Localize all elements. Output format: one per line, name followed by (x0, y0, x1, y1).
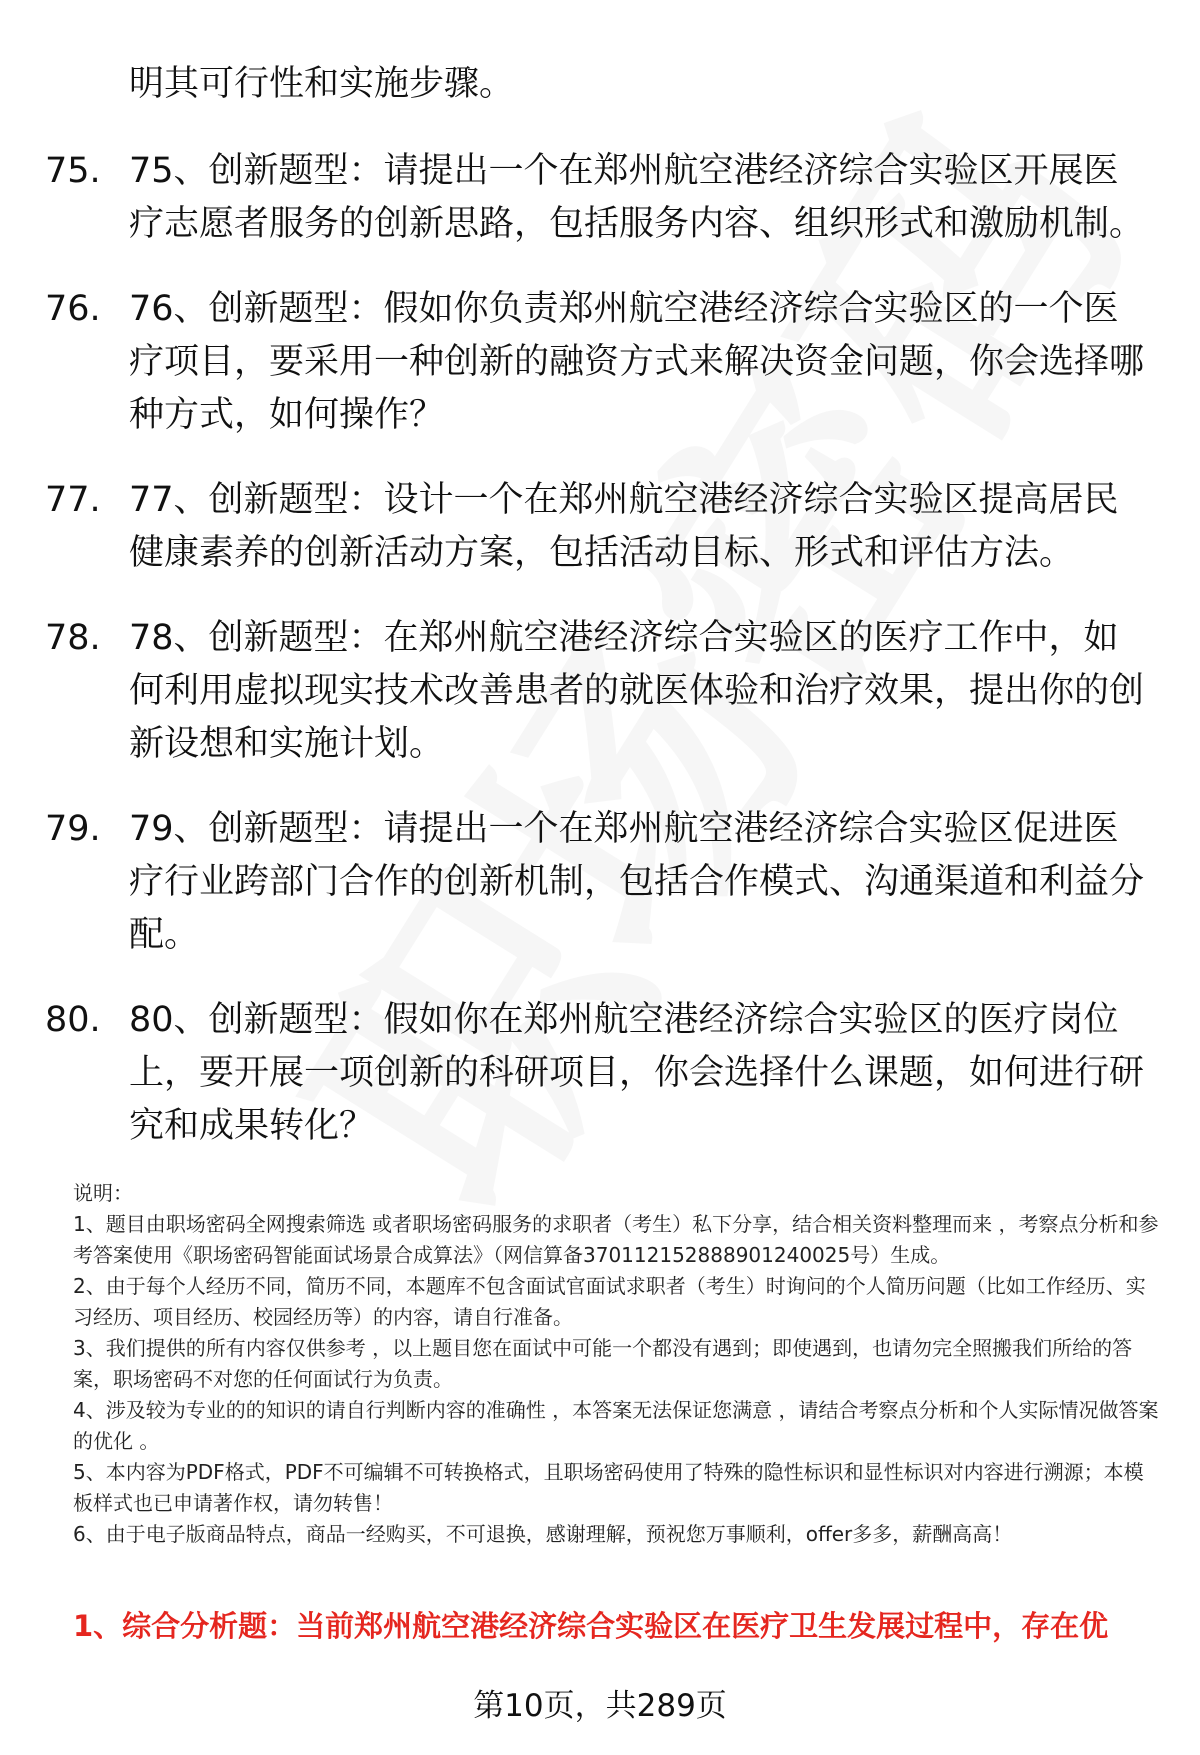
notes-section (73, 1178, 1163, 1550)
question-number: 76. (45, 289, 101, 329)
question-text: 76、创新题型：假如你负责郑州航空港经济综合实验区的一个医疗项目，要采用一种创新的融资方式来解决资金问题，你会选择哪种方式，如何操作？ (129, 289, 1145, 435)
note-item: 2、由于每个人经历不同，简历不同，本题库不包含面试官面试求职者（考生）时询问的个人简历问题（比如工作经历、实习经历、项目经历、校园经历等）的内容，请自行准备。 (73, 1274, 1146, 1329)
question-item (45, 612, 1165, 771)
question-number: 79. (45, 809, 101, 849)
question-text: 80、创新题型：假如你在郑州航空港经济综合实验区的医疗岗位上，要开展一项创新的科研项目，你会选择什么课题，如何进行研究和成果转化？ (129, 1000, 1145, 1146)
question-text: 75、创新题型：请提出一个在郑州航空港经济综合实验区开展医疗志愿者服务的创新思路，包括服务内容、组织形式和激励机制。 (129, 151, 1145, 244)
note-item: 3、我们提供的所有内容仅供参考 ，以上题目您在面试中可能一个都没有遇到；即使遇到，也请勿完全照搬我们所给的答案，职场密码不对您的任何面试行为负责。 (73, 1336, 1133, 1391)
question-list (45, 145, 1165, 1185)
page-number: 第10页，共289页 (473, 1688, 727, 1724)
highlighted-question: 1、综合分析题：当前郑州航空港经济综合实验区在医疗卫生发展过程中，存在优 (73, 1609, 1109, 1643)
question-number: 78. (45, 618, 101, 658)
question-item (45, 994, 1165, 1153)
question-item (45, 145, 1165, 251)
note-item: 5、本内容为PDF格式，PDF不可编辑不可转换格式，且职场密码使用了特殊的隐性标识和显性标识对内容进行溯源；本模板样式也已申请著作权，请勿转售！ (73, 1460, 1144, 1515)
note-item: 1、题目由职场密码全网搜索筛选 或者职场密码服务的求职者（考生）私下分享，结合相关资料整理而来 ，考察点分析和参考答案使用《职场密码智能面试场景合成算法》（网信算备370112152888901240025号）生成。 (73, 1212, 1159, 1267)
question-text: 77、创新题型：设计一个在郑州航空港经济综合实验区提高居民健康素养的创新活动方案，包括活动目标、形式和评估方法。 (129, 480, 1119, 573)
lead-text: 明其可行性和实施步骤。 (129, 64, 515, 104)
question-item (45, 283, 1165, 442)
note-item: 4、涉及较为专业的的知识的请自行判断内容的准确性 ，本答案无法保证您满意 ，请结合考察点分析和个人实际情况做答案的优化 。 (73, 1398, 1159, 1453)
question-text: 78、创新题型：在郑州航空港经济综合实验区的医疗工作中，如何利用虚拟现实技术改善患者的就医体验和治疗效果，提出你的创新设想和实施计划。 (129, 618, 1145, 764)
question-number: 77. (45, 480, 101, 520)
question-number: 80. (45, 1000, 101, 1040)
note-item: 6、由于电子版商品特点，商品一经购买，不可退换，感谢理解，预祝您万事顺利，offer多多，薪酬高高！ (73, 1522, 1013, 1546)
notes-title: 说明： (73, 1181, 133, 1205)
question-number: 75. (45, 151, 101, 191)
question-text: 79、创新题型：请提出一个在郑州航空港经济综合实验区促进医疗行业跨部门合作的创新机制，包括合作模式、沟通渠道和利益分配。 (129, 809, 1145, 955)
question-item (45, 803, 1165, 962)
question-item (45, 474, 1165, 580)
